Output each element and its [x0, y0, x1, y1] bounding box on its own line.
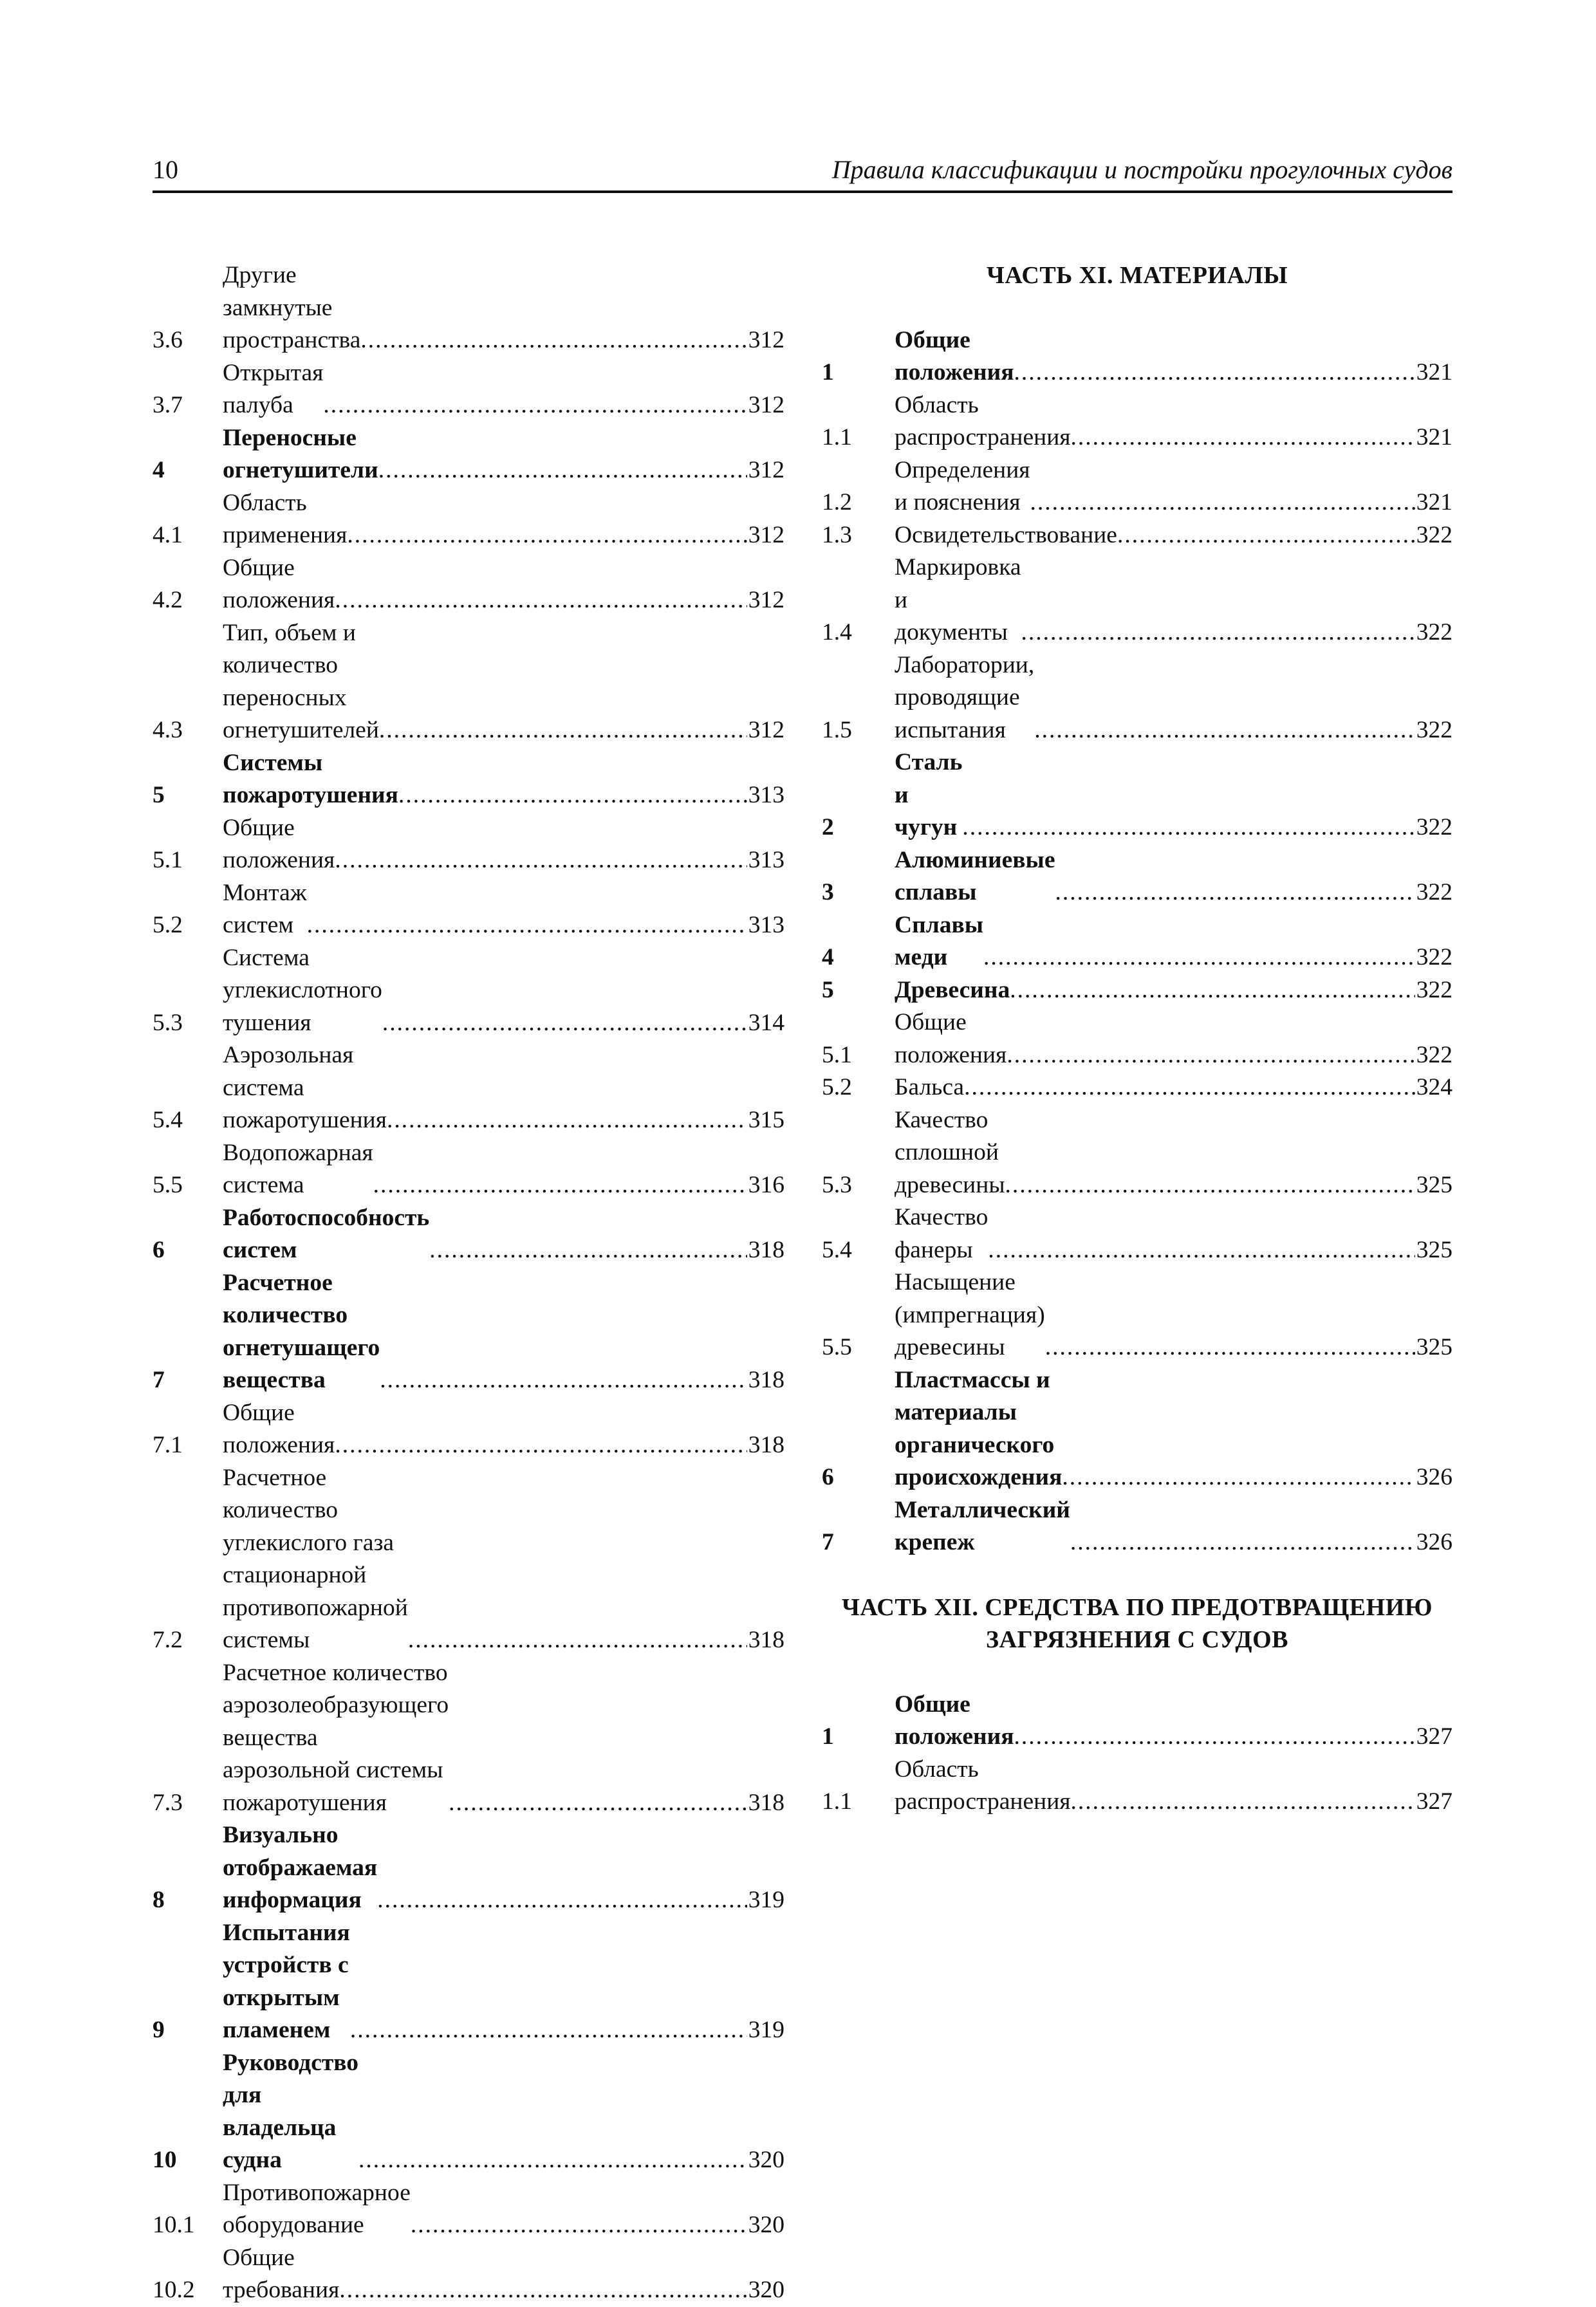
dot-leader [373, 1169, 747, 1202]
toc-entry-title: Визуально отображаемая информация [223, 1822, 378, 1913]
toc-entry-title: Общие требования [223, 2244, 340, 2303]
toc-entry-number: 10.2 [153, 2277, 195, 2303]
toc-entry-body [895, 844, 1415, 909]
dot-leader [387, 1104, 747, 1137]
toc-entry-body [223, 1657, 747, 1820]
toc-entry [153, 2177, 784, 2242]
toc-part-xii-list [822, 1689, 1452, 1819]
toc-entry-title: Монтаж систем [223, 879, 307, 938]
dot-leader [962, 811, 1415, 844]
toc-entry-number: 1.5 [822, 716, 852, 743]
toc-entry [153, 1657, 784, 1820]
dot-leader [347, 519, 747, 552]
toc-entry-body [223, 877, 747, 942]
toc-entry [153, 552, 784, 617]
toc-entry-body [223, 1917, 747, 2047]
toc-entry-title: Переносные огнетушители [223, 424, 378, 483]
toc-entry-number: 3.6 [153, 327, 183, 353]
toc-entry [822, 1104, 1452, 1202]
toc-entry [822, 844, 1452, 909]
toc-entry-body [895, 746, 1415, 844]
toc-entry-number: 5.3 [822, 1171, 852, 1198]
toc-entry [153, 2047, 784, 2177]
toc-entry-number: 5.4 [153, 1107, 183, 1133]
toc-entry-number: 5.1 [822, 1041, 852, 1068]
dot-leader [1021, 616, 1415, 649]
toc-entry-title: Пластмассы и материалы органического происхождения [895, 1366, 1062, 1490]
toc-entry-body [223, 2047, 747, 2177]
toc-entry-page: 322 [1416, 814, 1452, 840]
dot-leader [1070, 1526, 1415, 1559]
toc-entry-body [223, 1039, 747, 1137]
toc-entry [822, 974, 1452, 1007]
toc-entry [153, 2242, 784, 2307]
toc-entry-title: Испытания устройств с открытым пламенем [223, 1919, 350, 2043]
toc-entry-page: 324 [1416, 1074, 1452, 1100]
toc-entry-number: 3 [822, 879, 834, 905]
toc-entry-body [223, 357, 747, 422]
dot-leader [377, 1884, 747, 1917]
part-heading-xii-line2: ЗАГРЯЗНЕНИЯ С СУДОВ [986, 1626, 1288, 1653]
toc-entry-number: 8 [153, 1887, 165, 1913]
toc-entry-page: 320 [748, 2277, 784, 2303]
toc-entry-title: Противопожарное оборудование [223, 2179, 411, 2238]
toc-entry [822, 1494, 1452, 1559]
toc-entry [822, 1071, 1452, 1104]
toc-entry-number: 5 [153, 782, 165, 808]
dot-leader [379, 714, 747, 747]
toc-entry-number: 1.2 [822, 489, 852, 515]
toc-entry-page: 325 [1416, 1236, 1452, 1263]
toc-entry-page: 318 [748, 1237, 784, 1263]
toc-entry-number: 2 [822, 814, 834, 840]
toc-entry-page: 313 [748, 847, 784, 873]
toc-entry-page: 322 [1416, 716, 1452, 743]
toc-entry-number: 6 [153, 1237, 165, 1263]
dot-leader [335, 1429, 747, 1462]
toc-entry-number: 4.1 [153, 522, 183, 548]
toc-entry-page: 314 [748, 1009, 784, 1036]
toc-entry-title: Руководство для владельца судна [223, 2049, 359, 2173]
dot-leader [1055, 876, 1415, 909]
toc-entry-number: 1.3 [822, 521, 852, 548]
toc-entry-page: 315 [748, 1107, 784, 1133]
toc-entry-page: 322 [1416, 879, 1452, 905]
toc-entry-number: 4.2 [153, 587, 183, 613]
toc-entry-page: 318 [748, 1789, 784, 1816]
toc-entry-body [223, 259, 747, 357]
spacer [822, 1559, 1452, 1591]
toc-entry-page: 327 [1416, 1723, 1452, 1750]
toc-entry-number: 3.7 [153, 392, 183, 418]
toc-entry-page: 312 [748, 392, 784, 418]
toc-entry [153, 747, 784, 812]
dot-leader [1062, 1461, 1415, 1494]
toc-entry [822, 324, 1452, 389]
toc-entry [153, 1202, 784, 1267]
dot-leader [307, 909, 747, 942]
toc-entry-number: 7 [822, 1529, 834, 1555]
toc-entry-title: Работоспособность систем [223, 1204, 430, 1263]
toc-entry-body [223, 487, 747, 552]
toc-entry-number: 7.2 [153, 1627, 183, 1653]
toc-entry-body [223, 1397, 747, 1462]
toc-entry [153, 1137, 784, 1202]
toc-entry-page: 318 [748, 1367, 784, 1393]
toc-entry-title: Системы пожаротушения [223, 749, 398, 808]
toc-entry-page: 318 [748, 1627, 784, 1653]
toc-entry-title: Аэрозольная система пожаротушения [223, 1042, 387, 1133]
toc-entry-body [223, 2242, 747, 2307]
toc-entry [153, 812, 784, 877]
toc-entry-page: 321 [1416, 359, 1452, 385]
dot-leader [1010, 974, 1415, 1007]
toc-entry-title: Общие положения [895, 1691, 1014, 1750]
toc-entry-page: 312 [748, 717, 784, 743]
toc-entry [153, 422, 784, 487]
dot-leader [1071, 1786, 1415, 1819]
toc-entry-body [223, 422, 747, 487]
toc-entry-body [223, 1202, 747, 1267]
toc-entry-number: 10 [153, 2147, 177, 2173]
toc-entry-page: 322 [1416, 1041, 1452, 1068]
dot-leader [1014, 357, 1415, 389]
toc-entry-title: Общие положения [223, 1399, 335, 1458]
toc-entry-number: 5.2 [822, 1074, 852, 1100]
toc-entry-title: Общие положения [223, 554, 335, 613]
toc-entry-body [223, 942, 747, 1040]
toc-entry-title: Общие положения [895, 1009, 1007, 1068]
toc-entry-number: 5.3 [153, 1009, 183, 1036]
toc-entry [153, 259, 784, 357]
dot-leader [350, 2014, 747, 2047]
toc-entry-number: 1.4 [822, 619, 852, 645]
toc-entry [153, 877, 784, 942]
toc-entry-body [895, 1071, 1415, 1104]
part-heading-xii [822, 1591, 1452, 1656]
toc-entry-number: 5.2 [153, 912, 183, 938]
toc-entry-page: 322 [1416, 976, 1452, 1003]
toc-left-column [153, 259, 784, 2307]
toc-entry [153, 1917, 784, 2047]
toc-entry [153, 1397, 784, 1462]
toc-entry-title: Лаборатории, проводящие испытания [895, 651, 1035, 743]
toc-entry-number: 5 [822, 976, 834, 1003]
toc-entry [822, 1201, 1452, 1266]
toc-entry-title: Качество сплошной древесины [895, 1106, 1005, 1198]
toc-entry-page: 319 [748, 2017, 784, 2043]
toc-entry [822, 1364, 1452, 1494]
part-heading-xii-line1: ЧАСТЬ XII. СРЕДСТВА ПО ПРЕДОТВРАЩЕНИЮ [841, 1593, 1433, 1621]
dot-leader [983, 941, 1415, 974]
toc-entry-body [223, 747, 747, 812]
toc-entry-page: 320 [748, 2212, 784, 2238]
toc-entry-number: 5.1 [153, 847, 183, 873]
dot-leader [1071, 422, 1415, 454]
dot-leader [988, 1234, 1415, 1267]
toc-part-xi-list [822, 324, 1452, 1559]
toc-entry-page: 320 [748, 2147, 784, 2173]
toc-entry-page: 318 [748, 1432, 784, 1458]
toc-entry-body [895, 551, 1415, 649]
toc-entry-title: Сталь и чугун [895, 749, 963, 840]
toc-entry-title: Расчетное количество аэрозолеобразующего вещества аэрозольной системы пожаротушения [223, 1659, 449, 1816]
toc-entry-body [895, 649, 1415, 747]
toc-entry-body [895, 1754, 1415, 1819]
dot-leader [358, 2144, 747, 2177]
toc-entry [153, 1039, 784, 1137]
toc-entry-title: Водопожарная система [223, 1139, 373, 1198]
toc-entry-title: Область распространения [895, 1756, 1071, 1815]
toc-entry [822, 1006, 1452, 1071]
toc-entry-number: 4.3 [153, 717, 183, 743]
toc-entry-body [223, 1267, 747, 1397]
toc-entry [153, 487, 784, 552]
dot-leader [1034, 714, 1415, 747]
toc-entry-title: Освидетельствование [895, 521, 1117, 548]
dot-leader [382, 1007, 747, 1040]
dot-leader [360, 324, 747, 357]
toc-entry-body [895, 1006, 1415, 1071]
dot-leader [335, 584, 747, 617]
toc-entry-title: Другие замкнутые пространства [223, 262, 361, 353]
toc-entry-body [223, 1462, 747, 1657]
toc-entry-title: Сплавы меди [895, 911, 984, 970]
dot-leader [964, 1071, 1415, 1104]
toc-entry-title: Определения и пояснения [895, 456, 1030, 515]
toc-entry [822, 389, 1452, 454]
dot-leader [1117, 519, 1415, 552]
toc-entry [822, 551, 1452, 649]
toc-entry-title: Металлический крепеж [895, 1496, 1070, 1555]
toc-entry [822, 1266, 1452, 1364]
dot-leader [411, 2209, 747, 2242]
toc-entry-body [895, 1266, 1415, 1364]
toc-entry-body [895, 1494, 1415, 1559]
toc-entry-title: Насыщение (импрегнация) древесины [895, 1269, 1045, 1360]
toc-entry-body [895, 389, 1415, 454]
toc-entry-body [895, 1201, 1415, 1266]
toc-entry-page: 313 [748, 782, 784, 808]
dot-leader [380, 1364, 747, 1397]
toc-entry-number: 5.5 [822, 1334, 852, 1360]
dot-leader [1007, 1039, 1415, 1072]
toc-entry-page: 313 [748, 912, 784, 938]
toc-entry-title: Бальса [895, 1074, 965, 1100]
toc-entry-body [895, 974, 1415, 1007]
toc-entry-title: Алюминиевые сплавы [895, 846, 1055, 905]
dot-leader [335, 844, 747, 877]
toc-entry-title: Открытая палуба [223, 359, 324, 418]
toc-entry-body [223, 552, 747, 617]
toc-entry-body [895, 1364, 1415, 1494]
toc-entry-number: 7 [153, 1367, 165, 1393]
dot-leader [408, 1624, 747, 1657]
toc-entry-page: 312 [748, 327, 784, 353]
dot-leader [323, 389, 747, 422]
toc-entry-title: Область применения [223, 489, 348, 548]
toc-entry-title: Древесина [895, 976, 1010, 1003]
toc-entry [153, 1267, 784, 1397]
page-header [153, 152, 1452, 193]
toc-entry-number: 7.1 [153, 1432, 183, 1458]
toc-entry [153, 617, 784, 747]
toc-entry-number: 10.1 [153, 2212, 195, 2238]
toc-entry-body [895, 454, 1415, 519]
toc-entry [153, 357, 784, 422]
toc-entry-title: Общие положения [895, 326, 1014, 385]
dot-leader [339, 2274, 747, 2307]
toc-entry-body [223, 1137, 747, 1202]
toc-entry [822, 746, 1452, 844]
toc-entry-body [223, 812, 747, 877]
toc-entry-body [895, 1104, 1415, 1202]
toc-entry-page: 312 [748, 457, 784, 483]
toc-entry [153, 1819, 784, 1917]
toc-entry-title: Область распространения [895, 391, 1071, 450]
toc-entry-number: 6 [822, 1464, 834, 1490]
toc-entry-number: 5.5 [153, 1172, 183, 1198]
page-number: 10 [153, 155, 178, 184]
toc-entry-title: Тип, объем и количество переносных огнетушителей [223, 619, 379, 743]
toc-entry [153, 1462, 784, 1657]
toc-entry-body [223, 1819, 747, 1917]
toc-entry-page: 326 [1416, 1464, 1452, 1490]
toc-entry-title: Общие положения [223, 814, 335, 873]
spacer [822, 292, 1452, 324]
toc-entry-page: 321 [1416, 489, 1452, 515]
toc-entry-page: 326 [1416, 1529, 1452, 1555]
toc-entry-number: 1.1 [822, 1788, 852, 1815]
toc-entry-page: 312 [748, 587, 784, 613]
toc-entry-title: Система углекислотного тушения [223, 944, 382, 1036]
toc-entry-page: 322 [1416, 944, 1452, 970]
toc-entry-page: 322 [1416, 619, 1452, 645]
toc-entry-number: 1 [822, 1723, 834, 1750]
toc-entry-page: 322 [1416, 521, 1452, 548]
toc-entry-body [223, 617, 747, 747]
toc-entry-title: Расчетное количество огнетушащего вещества [223, 1269, 380, 1393]
part-heading-xi: ЧАСТЬ XI. МАТЕРИАЛЫ [986, 262, 1288, 289]
toc-entry [822, 909, 1452, 974]
toc-entry [822, 1689, 1452, 1754]
toc-entry-body [895, 324, 1415, 389]
toc-entry-page: 319 [748, 1887, 784, 1913]
dot-leader [378, 454, 747, 487]
spacer [822, 1656, 1452, 1689]
toc-entry [153, 942, 784, 1040]
toc-entry-page: 321 [1416, 424, 1452, 450]
dot-leader [449, 1787, 747, 1820]
toc-right-column [822, 259, 1452, 1819]
toc-entry-page: 312 [748, 522, 784, 548]
running-title: Правила классификации и постройки прогулочных судов [831, 155, 1452, 184]
dot-leader [1014, 1721, 1415, 1754]
toc-entry-page: 325 [1416, 1171, 1452, 1198]
dot-leader [429, 1234, 747, 1267]
toc-entry-body [895, 519, 1415, 552]
toc-entry [822, 454, 1452, 519]
toc-entry [822, 649, 1452, 747]
toc-entry-number: 1.1 [822, 424, 852, 450]
toc-entry-number: 5.4 [822, 1236, 852, 1263]
dot-leader [398, 779, 747, 812]
toc-entry-body [895, 1689, 1415, 1754]
dot-leader [1005, 1169, 1415, 1202]
toc-entry-page: 325 [1416, 1334, 1452, 1360]
toc-entry-body [895, 909, 1415, 974]
toc-entry-title: Маркировка и документы [895, 554, 1021, 645]
toc-entry-title: Качество фанеры [895, 1204, 988, 1263]
toc-entry-number: 1 [822, 359, 834, 385]
toc-entry-number: 9 [153, 2017, 165, 2043]
toc-entry-title: Расчетное количество углекислого газа стационарной противопожарной системы [223, 1464, 408, 1653]
toc-entry-number: 4 [822, 944, 834, 970]
toc-entry [822, 1754, 1452, 1819]
toc-entry-body [223, 2177, 747, 2242]
toc-entry [822, 519, 1452, 552]
dot-leader [1045, 1331, 1415, 1364]
toc-entry-page: 316 [748, 1172, 784, 1198]
toc-entry-page: 327 [1416, 1788, 1452, 1815]
toc-entry-number: 7.3 [153, 1789, 183, 1816]
toc-entry-number: 4 [153, 457, 165, 483]
dot-leader [1030, 486, 1415, 519]
